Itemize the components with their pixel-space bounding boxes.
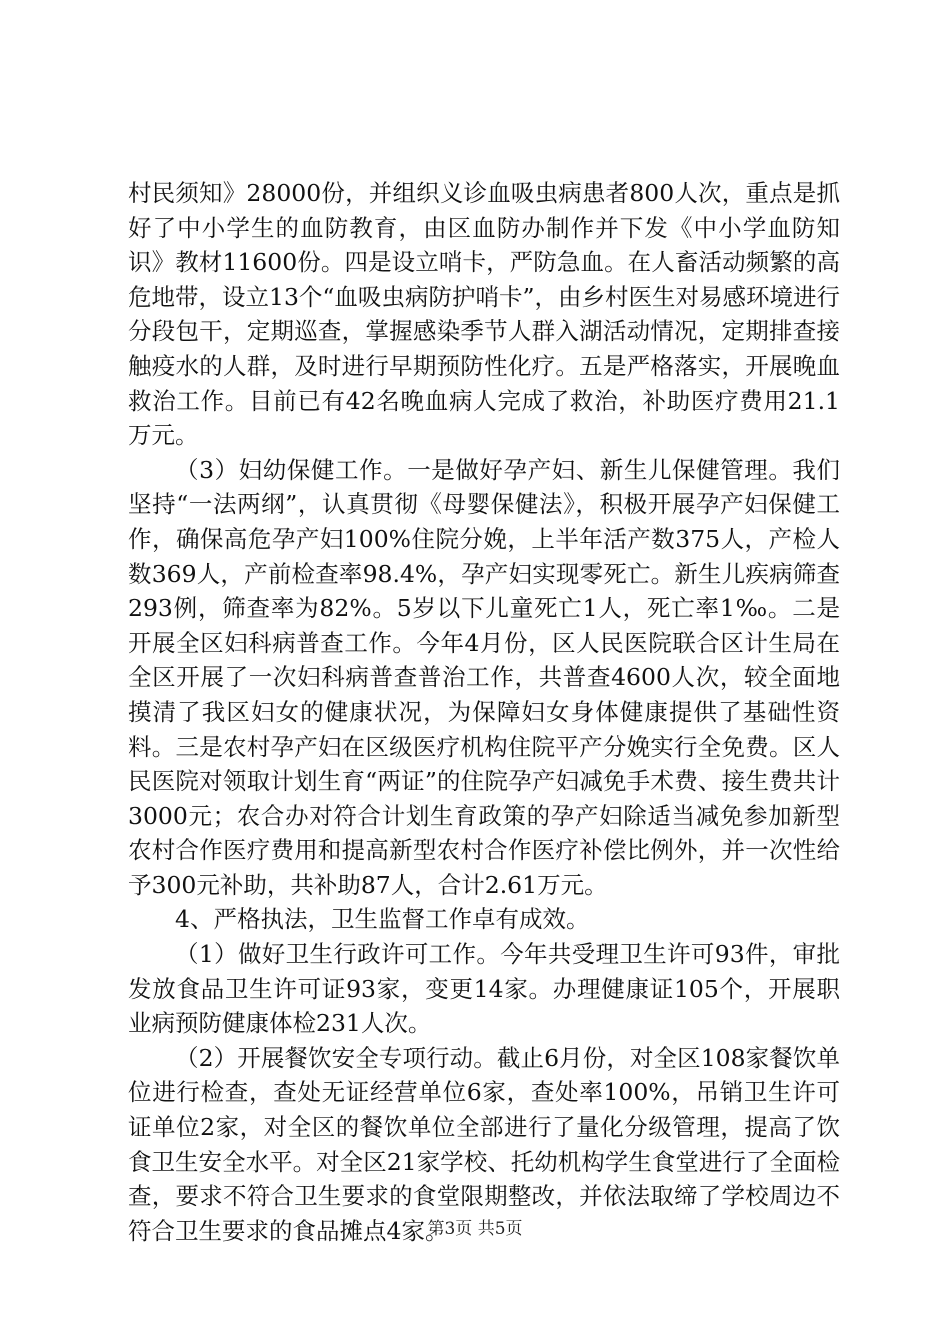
page-number: 第3页 共5页 bbox=[427, 1219, 523, 1239]
section-heading-health-supervision: 4、严格执法，卫生监督工作卓有成效。 bbox=[175, 905, 590, 934]
document-body bbox=[128, 176, 840, 1248]
paragraph-maternal-child-health: （3）妇幼保健工作。一是做好孕产妇、新生儿保健管理。我们坚持“一法两纲”，认真贯彻《母婴保健法》，积极开展孕产妇保健工作，确保高危孕产妇100%住院分娩，上半年活产数375人，产检人数369人，产前检查率98.4%，孕产妇实现零死亡。新生儿疾病筛查293例，筛查率为82%。5岁以下儿童死亡1人，死亡率1‰。二是开展全区妇科病普查工作。今年4月份，区人民医院联合区计生局在全区开展了一次妇科病普查普治工作，共普查4600人次，较全面地摸清了我区妇女的健康状况，为保障妇女身体健康提供了基础性资料。三是农村孕产妇在区级医疗机构住院平产分娩实行全免费。区人民医院对领取计划生育“两证”的住院孕产妇减免手术费、接生费共计3000元；农合办对符合计划生育政策的孕产妇除适当减免参加新型农村合作医疗费用和提高新型农村合作医疗补偿比例外，并一次性给予300元补助，共补助87人，合计2.61万元。 bbox=[128, 455, 840, 899]
page-footer bbox=[0, 1219, 950, 1239]
paragraph-catering-safety: （2）开展餐饮安全专项行动。截止6月份，对全区108家餐饮单位进行检查，查处无证经营单位6家，查处率100%，吊销卫生许可证单位2家，对全区的餐饮单位全部进行了量化分级管理，提高了饮食卫生安全水平。对全区21家学校、托幼机构学生食堂进行了全面检查，要求不符合卫生要求的食堂限期整改，并依法取缔了学校周边不符合卫生要求的食品摊点4家。 bbox=[128, 1043, 840, 1245]
paragraph-continuation: 村民须知》28000份，并组织义诊血吸虫病患者800人次，重点是抓好了中小学生的血防教育，由区血防办制作并下发《中小学血防知识》教材11600份。四是设立哨卡，严防急血。在人畜活动频繁的高危地带，设立13个“血吸虫病防护哨卡”，由乡村医生对易感环境进行分段包干，定期巡查，掌握感染季节人群入湖活动情况，定期排查接触疫水的人群，及时进行早期预防性化疗。五是严格落实，开展晚血救治工作。目前已有42名晚血病人完成了救治，补助医疗费用21.1万元。 bbox=[128, 179, 840, 450]
paragraph-administrative-licensing: （1）做好卫生行政许可工作。今年共受理卫生许可93件，审批发放食品卫生许可证93家，变更14家。办理健康证105个，开展职业病预防健康体检231人次。 bbox=[128, 940, 840, 1038]
